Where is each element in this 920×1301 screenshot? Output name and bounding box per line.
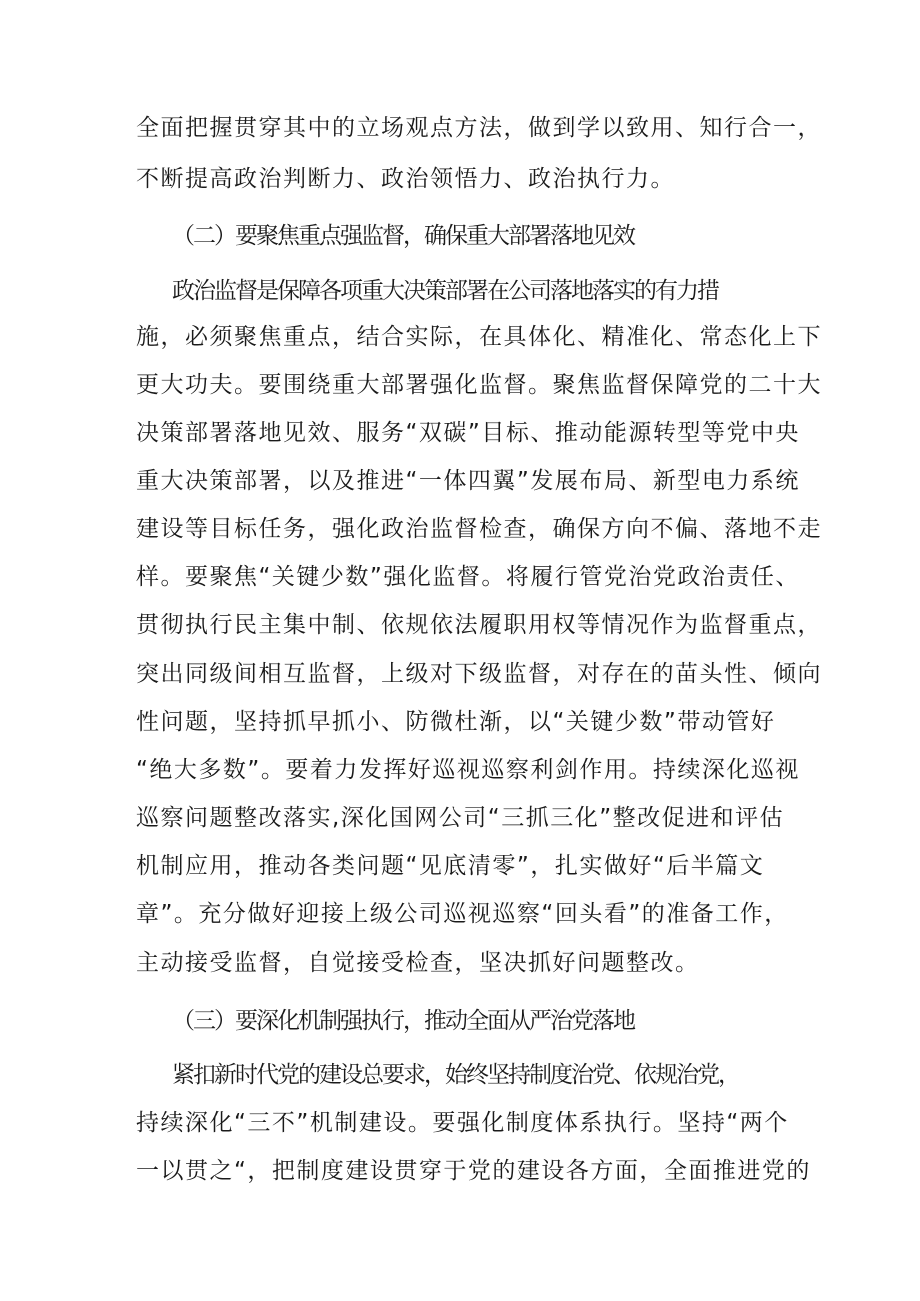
paragraph-line-13: “绝大多数”。要着力发挥好巡视巡察利剑作用。持续深化巡视: [136, 757, 800, 783]
paragraph-line-10: 贯彻执行民主集中制、依规依法履职用权等情况作为监督重点，: [136, 612, 822, 638]
paragraph-line-12: 性问题，坚持抓早抓小、防微杜渐，以“关键少数”带动管好: [136, 709, 776, 735]
paragraph-line-9: 样。要聚焦“关键少数”强化监督。将履行管党治党政治责任、: [136, 564, 800, 590]
paragraph-line-8: 建设等目标任务，强化政治监督检查，确保方向不偏、落地不走: [136, 516, 822, 542]
section-heading-3: （三）要深化机制强执行，推动全面从严治党落地: [172, 1008, 634, 1034]
paragraph-line-1: 全面把握贯穿其中的立场观点方法，做到学以致用、知行合一，: [136, 115, 822, 141]
paragraph-line-6: 决策部署落地见效、服务“双碳”目标、推动能源转型等党中央: [136, 420, 800, 446]
paragraph-line-3: 政治监督是保障各项重大决策部署在公司落地落实的有力措: [172, 278, 718, 304]
section-heading-2: （二）要聚焦重点强监督，确保重大部署落地见效: [172, 223, 634, 249]
paragraph-line-17: 主动接受监督，自觉接受检查，坚决抓好问题整改。: [136, 950, 700, 976]
paragraph-line-19: 持续深化“三不”机制建设。要强化制度体系执行。坚持“两个: [136, 1110, 789, 1136]
paragraph-line-18: 紧扣新时代党的建设总要求，始终坚持制度治党、依规治党，: [172, 1062, 739, 1088]
paragraph-line-16: 章”。充分做好迎接上级公司巡视巡察“回头看”的准备工作，: [136, 901, 789, 927]
paragraph-line-20: 一以贯之“，把制度建设贯穿于党的建设各方面，全面推进党的: [136, 1158, 811, 1184]
paragraph-line-15: 机制应用，推动各类问题“见底清零”，扎实做好“后半篇文: [136, 853, 765, 879]
paragraph-line-4: 施，必须聚焦重点，结合实际，在具体化、精准化、常态化上下: [136, 324, 822, 350]
paragraph-line-11: 突出同级间相互监督，上级对下级监督，对存在的苗头性、倾向: [136, 661, 822, 687]
paragraph-line-2: 不断提高政治判断力、政治领悟力、政治执行力。: [136, 166, 675, 192]
paragraph-line-14: 巡察问题整改落实,深化国网公司“三抓三化”整改促进和评估: [136, 805, 785, 831]
paragraph-line-7: 重大决策部署，以及推进“一体四翼”发展布局、新型电力系统: [136, 468, 800, 494]
paragraph-line-5: 更大功夫。要围绕重大部署强化监督。聚焦监督保障党的二十大: [136, 372, 822, 398]
